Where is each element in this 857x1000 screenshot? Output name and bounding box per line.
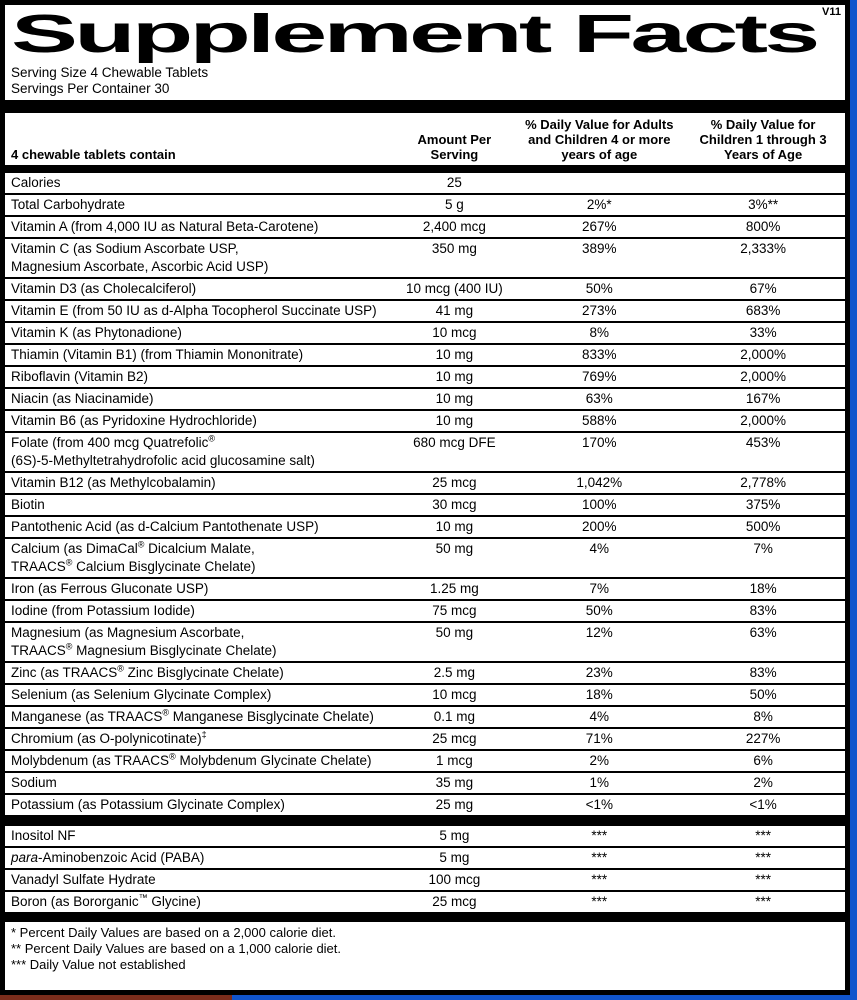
dv-children: 375%: [681, 494, 845, 516]
amount-per-serving: 2.5 mg: [391, 662, 517, 684]
footnote-line: * Percent Daily Values are based on a 2,000 calorie diet.: [11, 925, 336, 940]
dv-children: ***: [681, 825, 845, 847]
ingredient-name: Folate (from 400 mcg Quatrefolic® (6S)-5-Methyltetrahydrofolic acid glucosamine salt): [5, 432, 391, 472]
blue-bottom-strip: [232, 995, 850, 1000]
ingredient-name: Chromium (as O-polynicotinate)‡: [5, 728, 391, 750]
table-row: [5, 684, 845, 706]
table-row: [5, 194, 845, 216]
amount-per-serving: 10 mg: [391, 388, 517, 410]
amount-per-serving: 10 mg: [391, 366, 517, 388]
table-row: [5, 662, 845, 684]
section-divider-bar: [5, 815, 845, 825]
header-row: [5, 113, 845, 165]
footnote-line: *** Daily Value not established: [11, 957, 186, 972]
dv-adults: 23%: [517, 662, 681, 684]
dv-children: 800%: [681, 216, 845, 238]
amount-per-serving: 5 g: [391, 194, 517, 216]
dv-adults: 4%: [517, 706, 681, 728]
dv-adults: 12%: [517, 622, 681, 662]
table-row: [5, 772, 845, 794]
amount-per-serving: 10 mg: [391, 516, 517, 538]
dv-adults: 8%: [517, 322, 681, 344]
ingredient-name: Calcium (as DimaCal® Dicalcium Malate, TRAACS® Calcium Bisglycinate Chelate): [5, 538, 391, 578]
ingredient-name: Zinc (as TRAACS® Zinc Bisglycinate Chelate): [5, 662, 391, 684]
dv-adults: 389%: [517, 238, 681, 278]
table-row: [5, 516, 845, 538]
amount-per-serving: 2,400 mcg: [391, 216, 517, 238]
dv-children: 6%: [681, 750, 845, 772]
dv-children: 2,000%: [681, 366, 845, 388]
servings-per-container-line: Servings Per Container 30: [11, 81, 170, 96]
section-divider-row: [5, 815, 845, 825]
dv-adults: 1,042%: [517, 472, 681, 494]
ingredient-name: Total Carbohydrate: [5, 194, 391, 216]
ingredient-name: Pantothenic Acid (as d-Calcium Pantothenate USP): [5, 516, 391, 538]
dv-adults: 2%*: [517, 194, 681, 216]
table-row: [5, 432, 845, 472]
dv-children: 453%: [681, 432, 845, 472]
ingredient-name: Iron (as Ferrous Gluconate USP): [5, 578, 391, 600]
table-row: [5, 622, 845, 662]
dv-adults: 50%: [517, 600, 681, 622]
blue-edge-strip: [850, 0, 857, 1000]
dv-children: [681, 172, 845, 194]
title-text: Supplement Facts: [11, 4, 817, 64]
ingredient-name: Riboflavin (Vitamin B2): [5, 366, 391, 388]
footnotes: [5, 912, 845, 973]
amount-per-serving: 25 mcg: [391, 728, 517, 750]
amount-per-serving: 350 mg: [391, 238, 517, 278]
amount-per-serving: 25 mcg: [391, 472, 517, 494]
facts-table-body: [5, 172, 845, 912]
ingredient-name: para-Aminobenzoic Acid (PABA): [5, 847, 391, 869]
section-divider-bar: [5, 100, 845, 113]
table-row: [5, 891, 845, 912]
col-header-dv-adults: % Daily Value for Adults and Children 4 or more years of age: [525, 117, 674, 162]
table-row: [5, 410, 845, 432]
table-row: [5, 472, 845, 494]
dv-adults: ***: [517, 891, 681, 912]
amount-per-serving: 100 mcg: [391, 869, 517, 891]
dv-adults: 18%: [517, 684, 681, 706]
table-row: [5, 494, 845, 516]
table-row: [5, 344, 845, 366]
dv-children: 67%: [681, 278, 845, 300]
dv-adults: 2%: [517, 750, 681, 772]
dv-children: 7%: [681, 538, 845, 578]
amount-per-serving: 10 mcg (400 IU): [391, 278, 517, 300]
dv-adults: 1%: [517, 772, 681, 794]
dv-adults: 63%: [517, 388, 681, 410]
dv-adults: 769%: [517, 366, 681, 388]
ingredient-name: Vitamin K (as Phytonadione): [5, 322, 391, 344]
amount-per-serving: 25 mg: [391, 794, 517, 815]
dv-children: 2%: [681, 772, 845, 794]
table-row: [5, 825, 845, 847]
amount-per-serving: 5 mg: [391, 825, 517, 847]
ingredient-name: Vitamin D3 (as Cholecalciferol): [5, 278, 391, 300]
facts-table-header: [5, 113, 845, 172]
ingredient-name: Vitamin E (from 50 IU as d-Alpha Tocopherol Succinate USP): [5, 300, 391, 322]
dv-children: 2,333%: [681, 238, 845, 278]
dv-children: 8%: [681, 706, 845, 728]
amount-per-serving: 10 mcg: [391, 684, 517, 706]
table-row: [5, 300, 845, 322]
ingredient-name: Niacin (as Niacinamide): [5, 388, 391, 410]
dv-adults: 4%: [517, 538, 681, 578]
ingredient-name: Vitamin C (as Sodium Ascorbate USP, Magnesium Ascorbate, Ascorbic Acid USP): [5, 238, 391, 278]
amount-per-serving: 10 mcg: [391, 322, 517, 344]
table-row: [5, 728, 845, 750]
amount-per-serving: 75 mcg: [391, 600, 517, 622]
amount-per-serving: 41 mg: [391, 300, 517, 322]
ingredient-name: Biotin: [5, 494, 391, 516]
dv-children: <1%: [681, 794, 845, 815]
ingredient-name: Vitamin B6 (as Pyridoxine Hydrochloride): [5, 410, 391, 432]
dv-children: 2,000%: [681, 344, 845, 366]
dv-adults: 200%: [517, 516, 681, 538]
ingredient-name: Thiamin (Vitamin B1) (from Thiamin Mononitrate): [5, 344, 391, 366]
dv-adults: 170%: [517, 432, 681, 472]
header-divider-bar: [5, 165, 845, 172]
table-row: [5, 869, 845, 891]
dv-adults: 100%: [517, 494, 681, 516]
ingredient-name: Vitamin B12 (as Methylcobalamin): [5, 472, 391, 494]
ingredient-name: Boron (as Bororganic™ Glycine): [5, 891, 391, 912]
table-row: [5, 600, 845, 622]
dv-children: 33%: [681, 322, 845, 344]
serving-info: [5, 63, 845, 100]
ingredient-name: Sodium: [5, 772, 391, 794]
col-header-amount: Amount Per Serving: [417, 132, 492, 162]
table-row: [5, 388, 845, 410]
table-row: [5, 216, 845, 238]
ingredient-name: Magnesium (as Magnesium Ascorbate, TRAACS® Magnesium Bisglycinate Chelate): [5, 622, 391, 662]
amount-per-serving: 5 mg: [391, 847, 517, 869]
ingredient-name: Manganese (as TRAACS® Manganese Bisglycinate Chelate): [5, 706, 391, 728]
dv-adults: 273%: [517, 300, 681, 322]
dv-children: 63%: [681, 622, 845, 662]
dv-children: 167%: [681, 388, 845, 410]
page-title: [11, 4, 839, 64]
title-bar: [5, 5, 845, 63]
ingredient-name: Inositol NF: [5, 825, 391, 847]
dv-children: 18%: [681, 578, 845, 600]
table-row: [5, 847, 845, 869]
ingredient-name: Molybdenum (as TRAACS® Molybdenum Glycinate Chelate): [5, 750, 391, 772]
amount-per-serving: 1.25 mg: [391, 578, 517, 600]
table-row: [5, 706, 845, 728]
table-row: [5, 794, 845, 815]
dv-children: 227%: [681, 728, 845, 750]
maroon-edge-strip: [0, 995, 232, 1000]
dv-adults: 267%: [517, 216, 681, 238]
amount-per-serving: 680 mcg DFE: [391, 432, 517, 472]
dv-adults: <1%: [517, 794, 681, 815]
amount-per-serving: 10 mg: [391, 344, 517, 366]
dv-adults: 50%: [517, 278, 681, 300]
dv-children: 500%: [681, 516, 845, 538]
dv-children: ***: [681, 869, 845, 891]
amount-per-serving: 35 mg: [391, 772, 517, 794]
ingredient-name: Vitamin A (from 4,000 IU as Natural Beta-Carotene): [5, 216, 391, 238]
amount-per-serving: 30 mcg: [391, 494, 517, 516]
amount-per-serving: 25: [391, 172, 517, 194]
facts-table: [5, 113, 845, 912]
dv-adults: 7%: [517, 578, 681, 600]
dv-adults: 588%: [517, 410, 681, 432]
dv-children: 83%: [681, 600, 845, 622]
dv-children: ***: [681, 891, 845, 912]
ingredient-name: Selenium (as Selenium Glycinate Complex): [5, 684, 391, 706]
dv-children: 2,000%: [681, 410, 845, 432]
footnote-line: ** Percent Daily Values are based on a 1,000 calorie diet.: [11, 941, 342, 956]
ingredient-name: Calories: [5, 172, 391, 194]
dv-adults: ***: [517, 869, 681, 891]
serving-size-line: Serving Size 4 Chewable Tablets: [11, 65, 209, 80]
dv-children: ***: [681, 847, 845, 869]
table-row: [5, 750, 845, 772]
amount-per-serving: 25 mcg: [391, 891, 517, 912]
version-tag: V11: [822, 6, 841, 18]
table-row: [5, 366, 845, 388]
dv-adults: 833%: [517, 344, 681, 366]
dv-children: 50%: [681, 684, 845, 706]
ingredient-name: Iodine (from Potassium Iodide): [5, 600, 391, 622]
table-row: [5, 322, 845, 344]
dv-adults: [517, 172, 681, 194]
dv-adults: 71%: [517, 728, 681, 750]
table-row: [5, 578, 845, 600]
dv-adults: ***: [517, 847, 681, 869]
dv-children: 683%: [681, 300, 845, 322]
amount-per-serving: 50 mg: [391, 622, 517, 662]
col-header-contain: 4 chewable tablets contain: [11, 147, 176, 162]
header-bottom-bar: [5, 165, 845, 172]
amount-per-serving: 0.1 mg: [391, 706, 517, 728]
table-row: [5, 172, 845, 194]
table-row: [5, 238, 845, 278]
dv-children: 83%: [681, 662, 845, 684]
table-row: [5, 538, 845, 578]
dv-children: 3%**: [681, 194, 845, 216]
dv-children: 2,778%: [681, 472, 845, 494]
amount-per-serving: 10 mg: [391, 410, 517, 432]
table-row: [5, 278, 845, 300]
bottom-edge-strip: [0, 995, 850, 1000]
amount-per-serving: 1 mcg: [391, 750, 517, 772]
col-header-dv-children: % Daily Value for Children 1 through 3 Years of Age: [699, 117, 827, 162]
dv-adults: ***: [517, 825, 681, 847]
ingredient-name: Vanadyl Sulfate Hydrate: [5, 869, 391, 891]
ingredient-name: Potassium (as Potassium Glycinate Complex): [5, 794, 391, 815]
amount-per-serving: 50 mg: [391, 538, 517, 578]
